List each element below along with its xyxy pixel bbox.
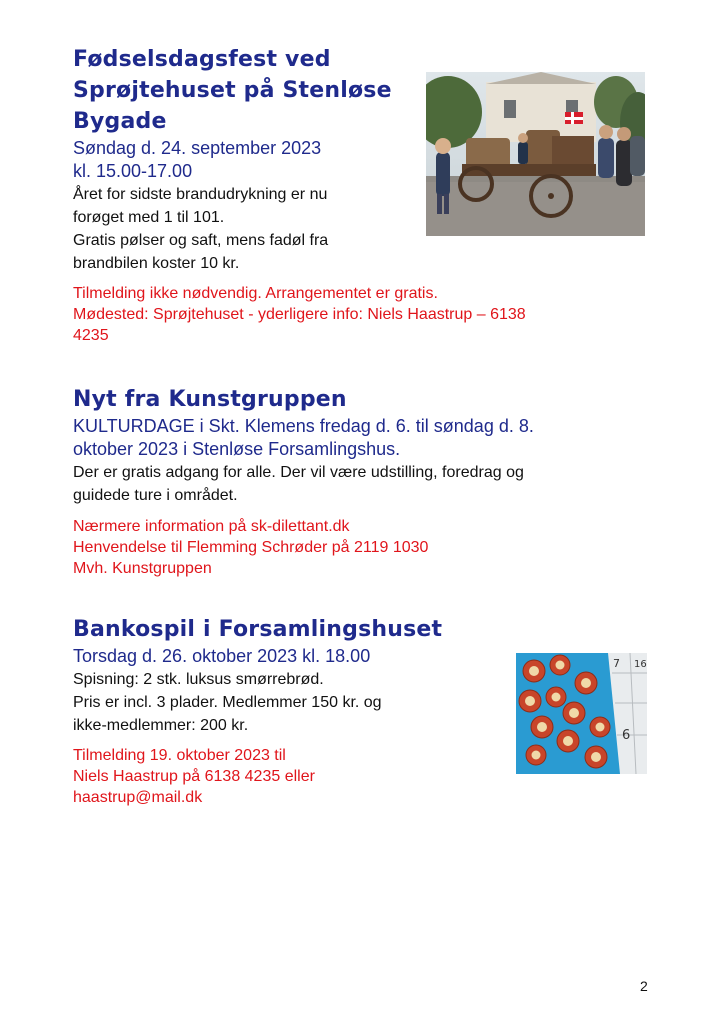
section-bingo bbox=[73, 614, 513, 808]
bingo-number: 16 bbox=[634, 659, 647, 670]
page-number: 2 bbox=[640, 978, 648, 994]
section-title: Nyt fra Kunstgruppen bbox=[73, 387, 347, 412]
bingo-photo bbox=[516, 653, 647, 774]
section-subtitle: Søndag d. 24. september 2023 kl. 15.00-17.00 bbox=[73, 138, 322, 181]
section-art-group bbox=[73, 384, 653, 579]
section-body: Der er gratis adgang for alle. Der vil være udstilling, foredrag og guidede ture i området. bbox=[73, 464, 524, 504]
section-title: Fødselsdagsfest ved Sprøjtehuset på Stenløse Bygade bbox=[73, 47, 392, 134]
section-note: Tilmelding ikke nødvendig. Arrangementet er gratis. Mødested: Sprøjtehuset - yderligere info: Niels Haastrup – 6138 4235 bbox=[73, 285, 526, 344]
section-title: Bankospil i Forsamlingshuset bbox=[73, 617, 443, 642]
fire-cart-photo bbox=[426, 72, 645, 236]
bingo-number: 6 bbox=[622, 728, 631, 743]
section-subtitle: KULTURDAGE i Skt. Klemens fredag d. 6. til søndag d. 8. oktober 2023 i Stenløse Forsamlingshus. bbox=[73, 416, 534, 459]
section-subtitle: Torsdag d. 26. oktober 2023 kl. 18.00 bbox=[73, 646, 371, 666]
bingo-number: 7 bbox=[613, 657, 620, 670]
section-birthday bbox=[73, 44, 526, 346]
section-body: Spisning: 2 stk. luksus smørrebrød. Pris er incl. 3 plader. Medlemmer 150 kr. og ikke-medlemmer: 200 kr. bbox=[73, 671, 382, 734]
section-note: Tilmelding 19. oktober 2023 til Niels Haastrup på 6138 4235 eller haastrup@mail.dk bbox=[73, 747, 315, 806]
section-note: Nærmere information på sk-dilettant.dk Henvendelse til Flemming Schrøder på 2119 1030 Mvh. Kunstgruppen bbox=[73, 518, 429, 577]
section-body: Året for sidste brandudrykning er nu forøget med 1 til 101. Gratis pølser og saft, mens fadøl fra brandbilen koster 10 kr. bbox=[73, 186, 329, 272]
